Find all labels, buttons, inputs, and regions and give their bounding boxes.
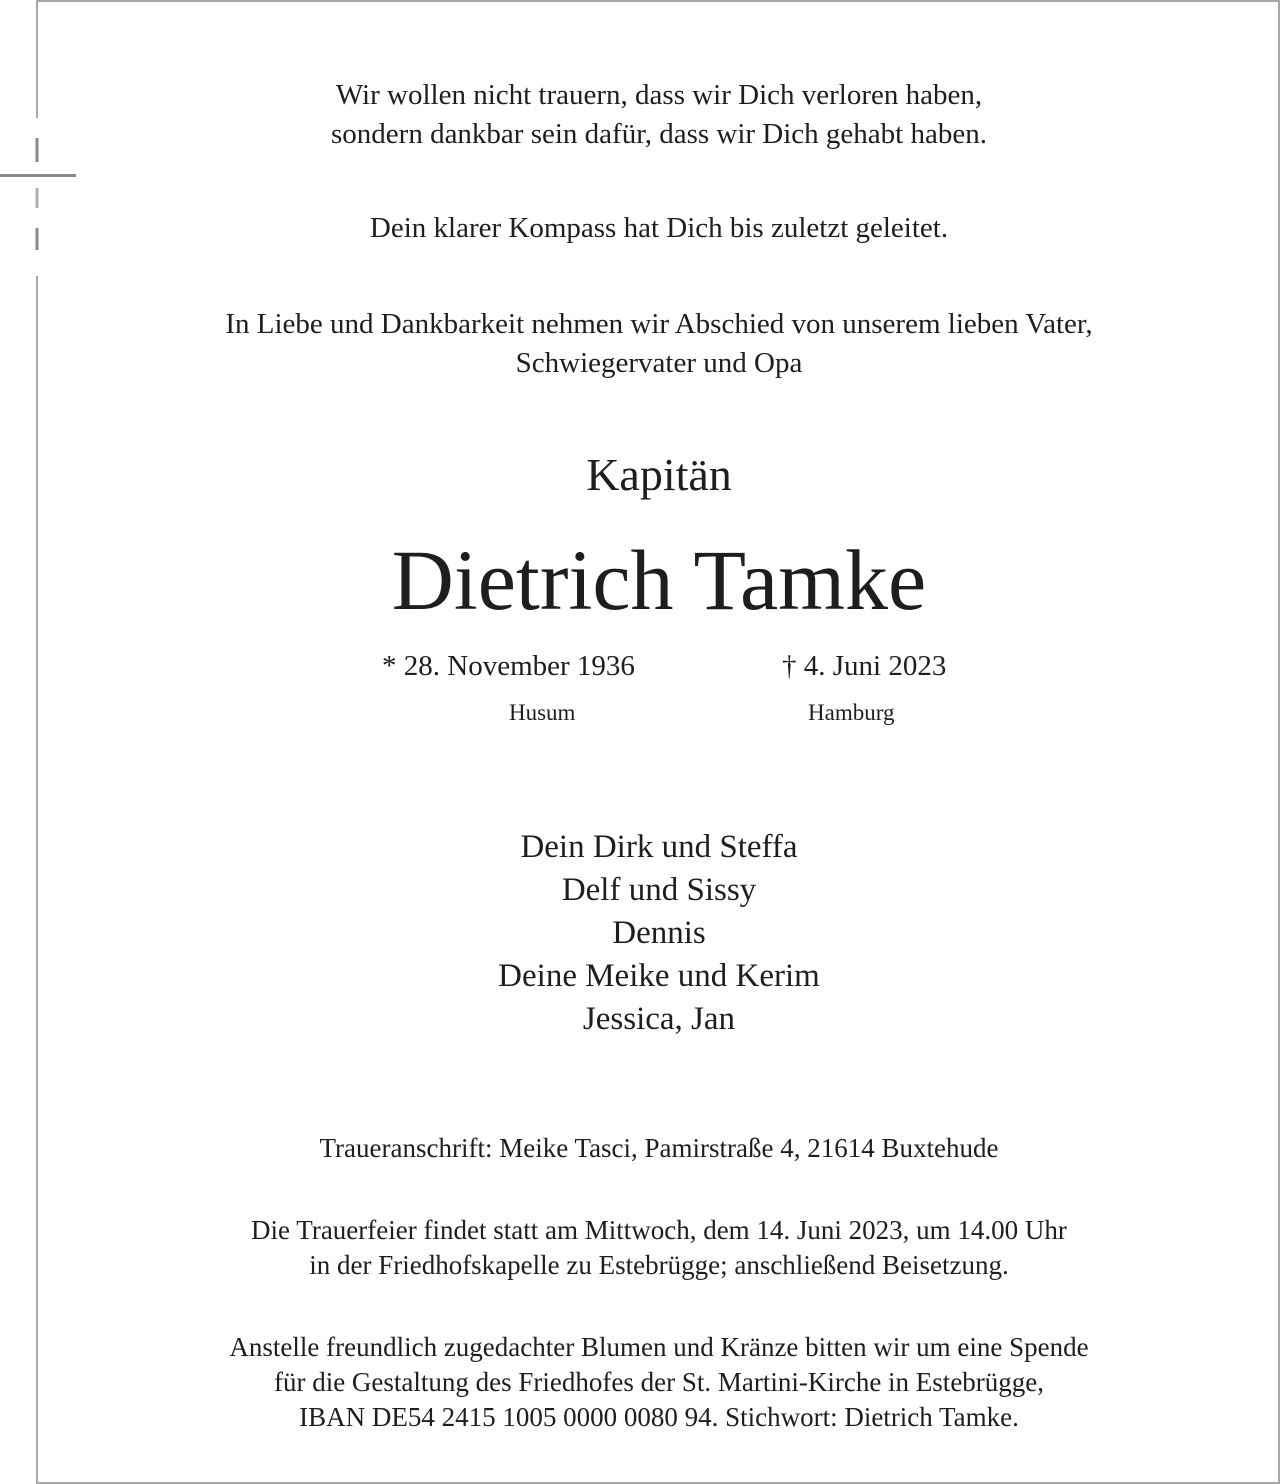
family-line: Dennis (612, 915, 706, 951)
family-line: Deine Meike und Kerim (498, 958, 820, 994)
farewell-line: Schwiegervater und Opa (515, 347, 803, 379)
deceased-name: Dietrich Tamke (391, 532, 927, 628)
farewell-text (38, 305, 1280, 383)
family-line: Dein Dirk und Steffa (520, 829, 798, 865)
ceremony-line: Die Trauerfeier findet statt am Mittwoch, dem 14. Juni 2023, um 14.00 Uhr (251, 1215, 1067, 1245)
donation-line: Anstelle freundlich zugedachter Blumen und Kränze bitten wir um eine Spende (229, 1332, 1089, 1362)
ceremony-line: in der Friedhofskapelle zu Estebrügge; anschließend Beisetzung. (309, 1250, 1009, 1280)
ceremony-info (38, 1213, 1280, 1283)
mourning-address: Traueranschrift: Meike Tasci, Pamirstraße 4, 21614 Buxtehude (319, 1133, 999, 1163)
donation-line: für die Gestaltung des Friedhofes der St. Martini-Kirche in Estebrügge, (273, 1367, 1045, 1397)
motto-line: sondern dankbar sein dafür, dass wir Dich gehabt haben. (331, 118, 987, 150)
death-date: † 4. Juni 2023 (782, 650, 947, 682)
death-place: Hamburg (808, 700, 895, 725)
family-line: Jessica, Jan (582, 1001, 736, 1037)
motto-line: Wir wollen nicht trauern, dass wir Dich verloren haben, (335, 79, 983, 111)
donation-info (38, 1330, 1280, 1435)
birth-date: * 28. November 1936 (382, 650, 635, 682)
family-list (38, 826, 1280, 1041)
birth-place: Husum (509, 700, 576, 725)
kompass-line: Dein klarer Kompass hat Dich bis zuletzt geleitet. (369, 212, 949, 244)
family-line: Delf und Sissy (561, 872, 757, 908)
motto-quote (38, 76, 1280, 154)
deceased-title: Kapitän (586, 449, 732, 500)
donation-line: IBAN DE54 2415 1005 0000 0080 94. Stichwort: Dietrich Tamke. (299, 1402, 1019, 1432)
farewell-line: In Liebe und Dankbarkeit nehmen wir Abschied von unserem lieben Vater, (225, 308, 1093, 340)
frame-top-border (36, 0, 1280, 2)
